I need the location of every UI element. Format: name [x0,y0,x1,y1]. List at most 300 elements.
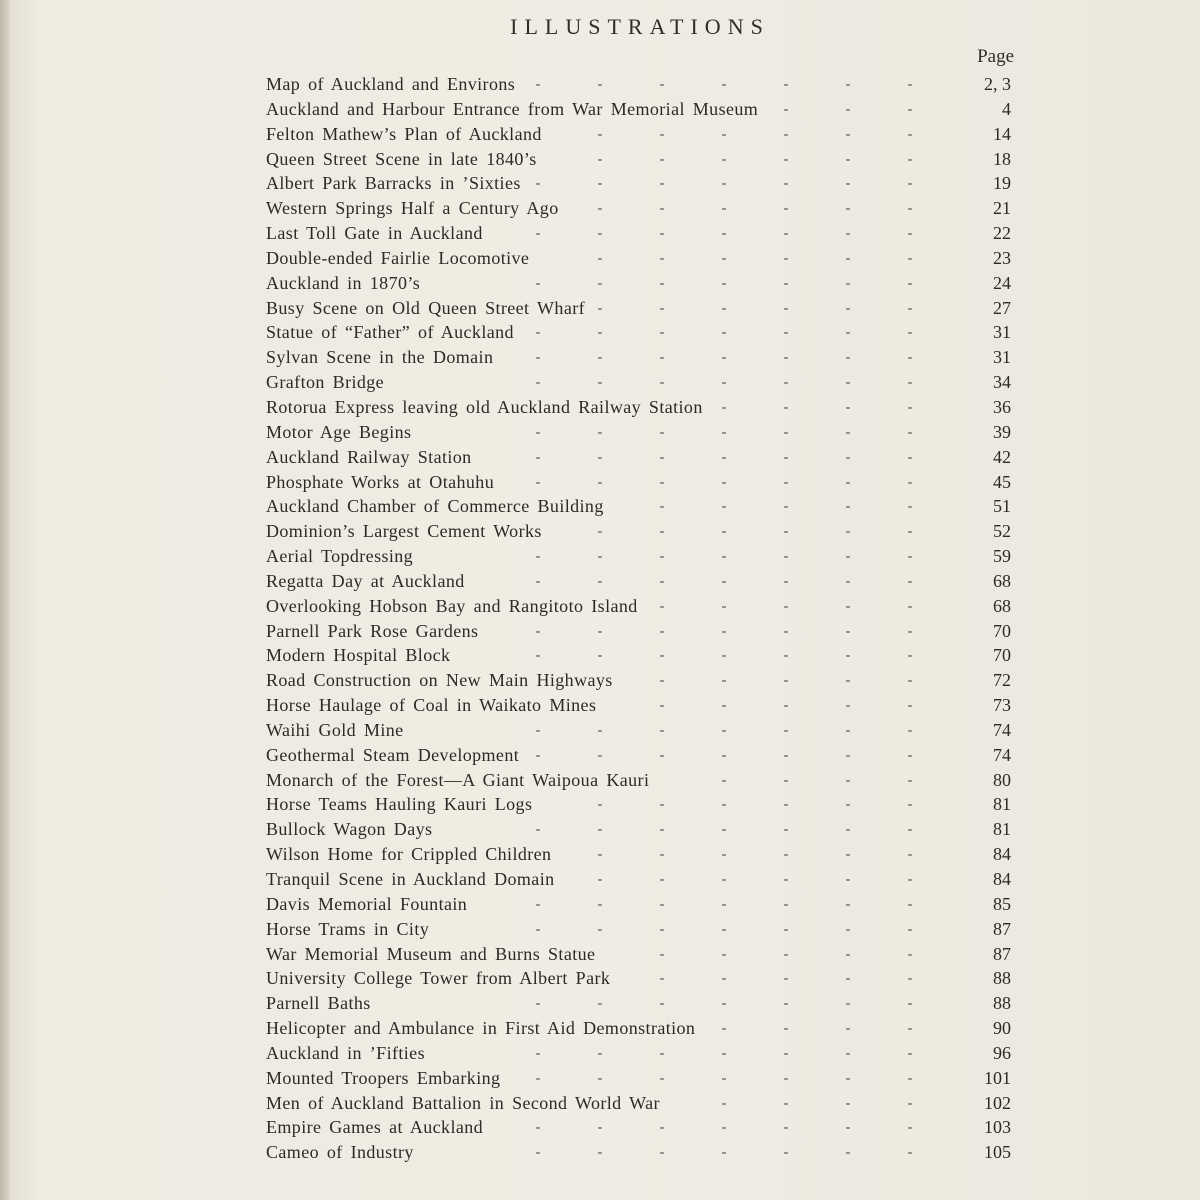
leader-dash: - [597,424,603,440]
leader-dash: - [907,971,913,987]
leader-dash: - [907,598,913,614]
leader-dash: - [845,1070,851,1086]
page-number: 103 [984,1117,1011,1138]
page-number: 74 [993,719,1011,740]
illustration-title: Auckland Chamber of Commerce Building [266,496,604,517]
leader-dash: - [845,1145,851,1161]
illustration-title: Davis Memorial Fountain [266,893,468,914]
leader-dash: - [535,226,541,242]
leader-dash: - [721,1045,727,1061]
leader-dash: - [783,698,789,714]
leader-dash: - [659,896,665,912]
leader-dash: - [535,921,541,937]
leader-dash: - [907,201,913,217]
leader-dash: - [597,573,603,589]
leader-dash: - [659,524,665,540]
leader-dash: - [783,250,789,266]
leader-dash: - [535,722,541,738]
leader-dash: - [721,698,727,714]
leader-dash: - [659,747,665,763]
leader-dash: - [659,226,665,242]
illustration-title: Auckland in ’Fifties [266,1042,425,1063]
list-item [266,942,1011,967]
leader-dash: - [907,946,913,962]
leader-dash: - [659,300,665,316]
leader-dash: - [597,822,603,838]
leader-dash: - [907,623,913,639]
page-number: 81 [993,819,1011,840]
leader-dash: - [845,325,851,341]
illustration-title: Bullock Wagon Days [266,819,433,840]
leader-dash: - [721,499,727,515]
leader-dash: - [845,1021,851,1037]
leader-dash: - [597,1070,603,1086]
illustration-title: Auckland in 1870’s [266,272,421,293]
leader-dash: - [907,350,913,366]
list-item [266,296,1011,321]
leader-dash: - [907,921,913,937]
leader-dash: - [659,126,665,142]
leader-dash: - [597,250,603,266]
page-number: 42 [993,446,1011,467]
list-item [266,345,1011,370]
leader-dash: - [659,350,665,366]
leader-dash: - [783,971,789,987]
page-number: 31 [993,347,1011,368]
leader-dash: - [845,722,851,738]
leader-dash: - [783,921,789,937]
leader-dash: - [907,1045,913,1061]
leader-dash: - [597,797,603,813]
leader-dash: - [845,598,851,614]
leader-dash: - [907,996,913,1012]
leader-dash: - [783,573,789,589]
leader-dash: - [721,573,727,589]
leader-dash: - [845,573,851,589]
leader-dash: - [783,201,789,217]
illustration-title: Horse Teams Hauling Kauri Logs [266,794,533,815]
page-column-label: Page [977,46,1014,67]
page-number: 70 [993,620,1011,641]
leader-dash: - [845,549,851,565]
page-number: 88 [993,968,1011,989]
page-number: 51 [993,496,1011,517]
leader-dash: - [721,424,727,440]
leader-dash: - [845,424,851,440]
page-number: 105 [984,1142,1011,1163]
leader-dash: - [597,275,603,291]
leader-dash: - [597,549,603,565]
list-item [266,991,1011,1016]
leader-dash: - [907,77,913,92]
illustration-title: Overlooking Hobson Bay and Rangitoto Island [266,595,638,616]
page-number: 73 [993,695,1011,716]
leader-dash: - [721,598,727,614]
list-item [266,867,1011,892]
leader-dash: - [659,648,665,664]
leader-dash: - [783,300,789,316]
leader-dash: - [907,549,913,565]
leader-dash: - [783,623,789,639]
list-item [266,1016,1011,1041]
leader-dash: - [721,673,727,689]
leader-dash: - [845,524,851,540]
page-number: 70 [993,645,1011,666]
list-item [266,718,1011,743]
leader-dash: - [659,822,665,838]
leader-dash: - [535,747,541,763]
illustration-title: Grafton Bridge [266,372,385,393]
leader-dash: - [907,872,913,887]
list-item [266,1066,1011,1091]
leader-dash: - [845,300,851,316]
leader-dash: - [907,1021,913,1037]
leader-dash: - [783,797,789,813]
illustration-title: Felton Mathew’s Plan of Auckland [266,123,542,144]
leader-dash: - [721,126,727,142]
leader-dash: - [783,549,789,565]
leader-dash: - [845,77,851,92]
illustration-title: Geothermal Steam Development [266,744,520,765]
leader-dash: - [783,176,789,192]
leader-dash: - [721,996,727,1012]
page-number: 39 [993,421,1011,442]
leader-dash: - [659,201,665,217]
leader-dash: - [845,946,851,962]
leader-dash: - [845,449,851,465]
leader-dash: - [535,1045,541,1061]
leader-dash: - [659,77,665,92]
list-item [266,420,1011,445]
leader-dash: - [907,226,913,242]
illustration-title: Tranquil Scene in Auckland Domain [266,869,555,889]
leader-dash: - [721,872,727,887]
leader-dash: - [783,424,789,440]
leader-dash: - [721,896,727,912]
leader-dash: - [907,275,913,291]
page-number: 52 [993,521,1011,542]
leader-dash: - [783,1045,789,1061]
leader-dash: - [783,1021,789,1037]
leader-dash: - [783,648,789,664]
leader-dash: - [845,151,851,167]
leader-dash: - [597,648,603,664]
illustration-title: Dominion’s Largest Cement Works [266,521,542,542]
list-item [266,792,1011,817]
leader-dash: - [783,896,789,912]
leader-dash: - [659,573,665,589]
page-number: 22 [993,223,1011,244]
list-item [266,221,1011,246]
leader-dash: - [659,722,665,738]
illustration-title: Parnell Park Rose Gardens [266,620,479,641]
leader-dash: - [845,623,851,639]
leader-dash: - [783,747,789,763]
leader-dash: - [721,474,727,490]
leader-dash: - [907,847,913,863]
leader-dash: - [659,1145,665,1161]
leader-dash: - [907,424,913,440]
page-number: 84 [993,869,1011,889]
leader-dash: - [721,772,727,788]
leader-dash: - [783,1120,789,1136]
leader-dash: - [783,946,789,962]
list-item [266,569,1011,594]
page-number: 19 [993,173,1011,194]
leader-dash: - [845,275,851,291]
leader-dash: - [535,275,541,291]
leader-dash: - [721,226,727,242]
leader-dash: - [907,648,913,664]
page-number: 74 [993,744,1011,765]
illustration-title: Albert Park Barracks in ’Sixties [266,173,521,194]
page-number: 21 [993,198,1011,219]
leader-dash: - [721,549,727,565]
list-item [266,817,1011,842]
leader-dash: - [907,101,913,117]
leader-dash: - [845,847,851,863]
leader-dash: - [535,325,541,341]
illustration-title: Modern Hospital Block [266,645,451,666]
list-item [266,1041,1011,1066]
leader-dash: - [597,77,603,92]
illustration-title: Aerial Topdressing [266,546,414,567]
illustration-title: Horse Haulage of Coal in Waikato Mines [266,695,597,716]
leader-dash: - [597,126,603,142]
leader-dash: - [597,300,603,316]
leader-dash: - [597,375,603,391]
leader-dash: - [721,524,727,540]
page-number: 87 [993,918,1011,939]
page-number: 85 [993,893,1011,914]
page-number: 27 [993,297,1011,318]
list-item [266,445,1011,470]
leader-dash: - [721,921,727,937]
leader-dash: - [535,549,541,565]
leader-dash: - [535,350,541,366]
leader-dash: - [659,946,665,962]
leader-dash: - [907,126,913,142]
leader-dash: - [659,797,665,813]
list-item [266,171,1011,196]
leader-dash: - [783,350,789,366]
leader-dash: - [907,747,913,763]
leader-dash: - [783,151,789,167]
leader-dash: - [783,1095,789,1111]
leader-dash: - [721,722,727,738]
leader-dash: - [659,275,665,291]
leader-dash: - [721,176,727,192]
leader-dash: - [783,275,789,291]
leader-dash: - [845,896,851,912]
leader-dash: - [721,797,727,813]
illustration-title: Queen Street Scene in late 1840’s [266,148,537,169]
leader-dash: - [659,176,665,192]
leader-dash: - [783,847,789,863]
leader-dash: - [597,449,603,465]
leader-dash: - [597,896,603,912]
leader-dash: - [845,226,851,242]
leader-dash: - [907,896,913,912]
leader-dash: - [783,325,789,341]
leader-dash: - [721,1120,727,1136]
illustration-title: Helicopter and Ambulance in First Aid Demonstration [266,1018,696,1039]
illustration-title: War Memorial Museum and Burns Statue [266,943,596,964]
leader-dash: - [845,872,851,887]
leader-dash: - [845,747,851,763]
illustration-title: Horse Trams in City [266,918,430,939]
leader-dash: - [597,623,603,639]
leader-dash: - [845,1045,851,1061]
illustration-title: Regatta Day at Auckland [266,570,465,591]
leader-dash: - [783,375,789,391]
leader-dash: - [907,399,913,415]
leader-dash: - [535,375,541,391]
leader-dash: - [721,1095,727,1111]
leader-dash: - [597,722,603,738]
list-item [266,768,1011,793]
leader-dash: - [721,77,727,92]
leader-dash: - [535,77,541,92]
leader-dash: - [535,822,541,838]
leader-dash: - [845,1095,851,1111]
illustration-title: Parnell Baths [266,993,371,1014]
leader-dash: - [721,275,727,291]
leader-dash: - [907,176,913,192]
leader-dash: - [659,1070,665,1086]
list-item [266,743,1011,768]
leader-dash: - [845,350,851,366]
leader-dash: - [845,1120,851,1136]
illustration-title: Sylvan Scene in the Domain [266,347,494,368]
illustration-title: Cameo of Industry [266,1142,414,1163]
leader-dash: - [597,325,603,341]
leader-dash: - [721,1021,727,1037]
leader-dash: - [721,822,727,838]
leader-dash: - [721,375,727,391]
leader-dash: - [845,375,851,391]
leader-dash: - [721,350,727,366]
page-number: 84 [993,844,1011,865]
leader-dash: - [783,996,789,1012]
leader-dash: - [845,250,851,266]
leader-dash: - [907,151,913,167]
illustration-title: Statue of “Father” of Auckland [266,322,514,343]
illustrations-list [266,72,1011,1165]
leader-dash: - [907,822,913,838]
leader-dash: - [907,250,913,266]
leader-dash: - [845,648,851,664]
leader-dash: - [783,722,789,738]
leader-dash: - [721,648,727,664]
list-item [266,72,1011,97]
leader-dash: - [535,623,541,639]
leader-dash: - [597,226,603,242]
list-item [266,494,1011,519]
leader-dash: - [597,176,603,192]
leader-dash: - [535,1070,541,1086]
illustration-title: Monarch of the Forest—A Giant Waipoua Kauri [266,769,650,790]
leader-dash: - [783,1070,789,1086]
leader-dash: - [783,399,789,415]
illustration-title: Wilson Home for Crippled Children [266,844,552,865]
list-item [266,320,1011,345]
illustration-title: Empire Games at Auckland [266,1117,484,1138]
leader-dash: - [721,747,727,763]
book-gutter [0,0,10,1200]
leader-dash: - [845,399,851,415]
leader-dash: - [783,1145,789,1161]
leader-dash: - [783,449,789,465]
illustration-title: Map of Auckland and Environs [266,74,516,94]
leader-dash: - [535,996,541,1012]
leader-dash: - [907,375,913,391]
leader-dash: - [659,449,665,465]
leader-dash: - [783,822,789,838]
leader-dash: - [907,325,913,341]
leader-dash: - [907,449,913,465]
list-item [266,842,1011,867]
page-number: 18 [993,148,1011,169]
leader-dash: - [535,176,541,192]
leader-dash: - [783,101,789,117]
leader-dash: - [845,673,851,689]
leader-dash: - [535,1145,541,1161]
leader-dash: - [535,573,541,589]
leader-dash: - [597,872,603,887]
leader-dash: - [721,623,727,639]
leader-dash: - [783,226,789,242]
list-item [266,271,1011,296]
illustration-title: Waihi Gold Mine [266,719,404,740]
list-item [266,122,1011,147]
leader-dash: - [659,424,665,440]
leader-dash: - [535,648,541,664]
leader-dash: - [721,325,727,341]
leader-dash: - [597,524,603,540]
leader-dash: - [845,176,851,192]
page-number: 14 [993,123,1011,144]
leader-dash: - [721,847,727,863]
illustration-title: Busy Scene on Old Queen Street Wharf [266,297,585,318]
illustration-title: University College Tower from Albert Park [266,968,611,989]
leader-dash: - [721,201,727,217]
leader-dash: - [721,399,727,415]
leader-dash: - [659,847,665,863]
leader-dash: - [721,946,727,962]
leader-dash: - [597,847,603,863]
illustration-title: Mounted Troopers Embarking [266,1067,501,1088]
list-item [266,519,1011,544]
page-number: 90 [993,1018,1011,1039]
leader-dash: - [783,673,789,689]
list-item [266,97,1011,122]
leader-dash: - [659,549,665,565]
leader-dash: - [783,474,789,490]
leader-dash: - [907,772,913,788]
leader-dash: - [659,499,665,515]
leader-dash: - [845,101,851,117]
leader-dash: - [597,921,603,937]
illustration-title: Road Construction on New Main Highways [266,670,613,691]
page-number: 68 [993,570,1011,591]
leader-dash: - [659,1120,665,1136]
page-number: 34 [993,372,1011,393]
leader-dash: - [907,1120,913,1136]
leader-dash: - [907,474,913,490]
leader-dash: - [845,822,851,838]
illustration-title: Last Toll Gate in Auckland [266,223,483,244]
